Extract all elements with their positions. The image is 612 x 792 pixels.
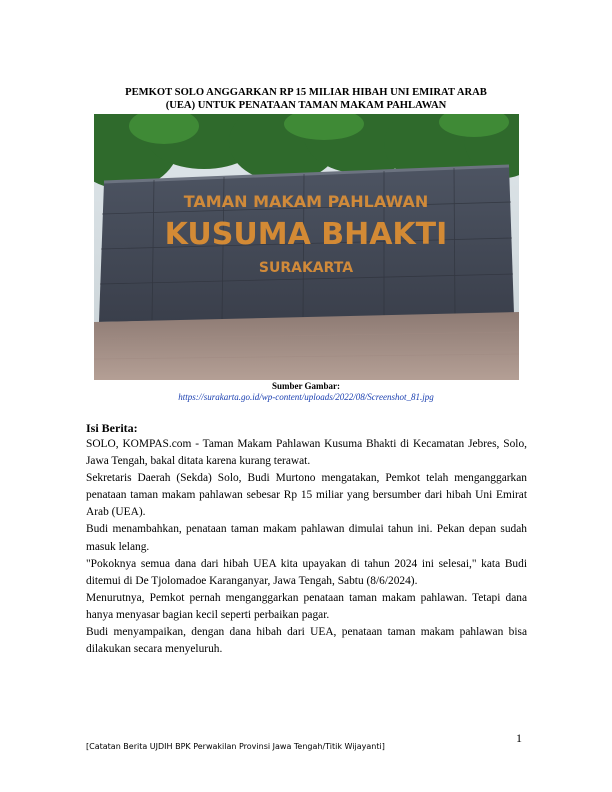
image-source-link[interactable]: https://surakarta.go.id/wp-content/uploads/2022/08/Screenshot_81.jpg — [178, 392, 434, 402]
paragraph: "Pokoknya semua dana dari hibah UEA kita upayakan di tahun 2024 ini selesai," kata Budi ditemui di De Tjolomadoe Karanganyar, Jawa Tengah, Sabtu (8/6/2024). — [86, 557, 527, 587]
title-line-2: (UEA) UNTUK PENATAAN TAMAN MAKAM PAHLAWAN — [165, 100, 447, 111]
paragraph: SOLO, KOMPAS.com - Taman Makam Pahlawan Kusuma Bhakti di Kecamatan Jebres, Solo, Jawa Tengah, bakal ditata karena kurang terawat. — [86, 438, 527, 468]
article-body — [86, 436, 527, 658]
page-number: 1 — [516, 731, 522, 745]
title-line-1: PEMKOT SOLO ANGGARKAN RP 15 MILIAR HIBAH UNI EMIRAT ARAB — [125, 87, 487, 98]
article-title — [80, 86, 532, 112]
image-source-label: Sumber Gambar: — [271, 381, 341, 391]
paragraph: Menurutnya, Pemkot pernah menganggarkan penataan taman makam pahlawan. Tetapi dana hanya menyasar bagian kecil seperti perbaikan pagar. — [86, 591, 527, 621]
sign-line-2: KUSUMA BHAKTI — [164, 217, 448, 252]
article-photo — [94, 114, 519, 380]
sign-line-1: TAMAN MAKAM PAHLAWAN — [183, 192, 429, 211]
footer-note: [Catatan Berita UJDIH BPK Perwakilan Provinsi Jawa Tengah/Titik Wijayanti] — [86, 742, 385, 751]
sign-line-3: SURAKARTA — [258, 260, 354, 276]
section-label: Isi Berita: — [86, 421, 138, 435]
paragraph: Budi menyampaikan, dengan dana hibah dari UEA, penataan taman makam pahlawan bisa dilakukan secara menyeluruh. — [86, 626, 527, 656]
paragraph: Budi menambahkan, penataan taman makam pahlawan dimulai tahun ini. Pekan depan sudah masuk lelang. — [86, 523, 527, 553]
paragraph: Sekretaris Daerah (Sekda) Solo, Budi Murtono mengatakan, Pemkot telah menganggarkan penataan taman makam pahlawan sebesar Rp 15 miliar yang bersumber dari hibah Uni Emirat Arab (UEA). — [86, 472, 527, 519]
